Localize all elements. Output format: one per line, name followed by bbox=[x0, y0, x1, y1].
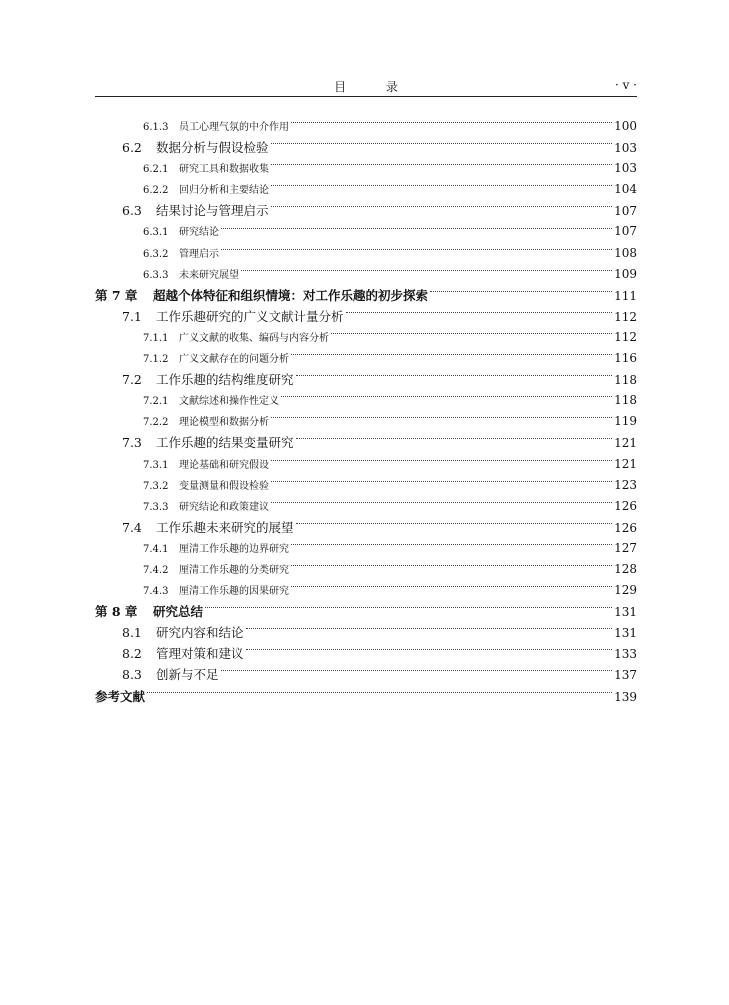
toc-entry[interactable] bbox=[95, 686, 637, 707]
toc-entry-page: 100 bbox=[614, 119, 637, 133]
toc-entry-number: 7.3 bbox=[122, 435, 142, 451]
toc-entry-page: 108 bbox=[614, 245, 637, 260]
toc-entry[interactable] bbox=[95, 538, 637, 559]
dot-leader bbox=[296, 438, 613, 439]
toc-entry[interactable] bbox=[95, 475, 637, 496]
dot-leader bbox=[271, 143, 613, 144]
toc-entry[interactable] bbox=[95, 285, 637, 306]
dot-leader bbox=[147, 692, 612, 693]
toc-entry[interactable] bbox=[95, 137, 637, 158]
toc-entry-number: 7.1 bbox=[122, 308, 142, 324]
toc-entry[interactable] bbox=[95, 243, 637, 264]
dot-leader bbox=[271, 206, 613, 207]
toc-entry-number: 8.2 bbox=[122, 646, 142, 662]
toc-entry-page: 104 bbox=[614, 182, 637, 197]
dot-leader bbox=[291, 354, 612, 355]
toc-entry-page: 118 bbox=[614, 393, 637, 408]
toc-entry-page: 119 bbox=[614, 414, 637, 429]
dot-leader bbox=[271, 417, 612, 418]
dot-leader bbox=[430, 291, 612, 292]
toc-entry-number: 6.1.3 bbox=[143, 122, 169, 133]
dot-leader bbox=[221, 249, 612, 250]
toc-entry-title: 结果讨论与管理启示 bbox=[156, 203, 269, 219]
toc-entry[interactable] bbox=[95, 179, 637, 200]
toc-entry-number: 6.2 bbox=[122, 140, 142, 156]
toc-entry-page: 112 bbox=[614, 329, 637, 344]
toc-entry-title: 未来研究展望 bbox=[179, 269, 239, 281]
toc-entry-number: 第 7 章 bbox=[95, 287, 138, 303]
toc-entry-number: 7.2.2 bbox=[143, 417, 169, 429]
dot-leader bbox=[271, 185, 612, 186]
toc-entry-page: 133 bbox=[614, 647, 637, 662]
toc-entry-title: 创新与不足 bbox=[156, 667, 219, 683]
dot-leader bbox=[246, 628, 613, 629]
dot-leader bbox=[291, 565, 612, 566]
toc-entry[interactable] bbox=[95, 369, 637, 390]
toc-entry-title: 研究内容和结论 bbox=[156, 625, 244, 641]
toc-entry-title: 变量测量和假设检验 bbox=[179, 480, 269, 492]
toc-entry-title: 超越个体特征和组织情境：对工作乐趣的初步探索 bbox=[153, 287, 429, 303]
toc-entry-page: 103 bbox=[614, 161, 637, 176]
toc-entry-page: 127 bbox=[614, 540, 637, 555]
toc-entry[interactable] bbox=[95, 622, 637, 643]
toc-entry-number: 7.1.1 bbox=[143, 332, 169, 344]
toc-entry[interactable] bbox=[95, 348, 637, 369]
toc-entry-title: 员工心理气氛的中介作用 bbox=[179, 122, 289, 133]
toc-entry[interactable] bbox=[95, 601, 637, 622]
toc-entry-title: 管理对策和建议 bbox=[156, 646, 244, 662]
dot-leader bbox=[291, 544, 612, 545]
toc-entry-title: 数据分析与假设检验 bbox=[156, 140, 269, 156]
toc-entry[interactable] bbox=[95, 517, 637, 538]
toc-entry[interactable] bbox=[95, 158, 637, 179]
toc-entry[interactable] bbox=[95, 643, 637, 664]
toc-entry-number: 8.1 bbox=[122, 625, 142, 641]
dot-leader bbox=[281, 396, 612, 397]
toc-entry-title: 回归分析和主要结论 bbox=[179, 185, 269, 197]
toc-entry-page: 131 bbox=[614, 605, 637, 620]
toc-entry-title: 参考文献 bbox=[95, 688, 146, 704]
dot-leader bbox=[296, 523, 613, 524]
toc-entry-title: 理论基础和研究假设 bbox=[179, 459, 269, 471]
toc-entry-page: 118 bbox=[614, 373, 637, 388]
toc-entry-title: 工作乐趣研究的广义文献计量分析 bbox=[156, 308, 344, 324]
toc-entry-page: 103 bbox=[614, 141, 637, 156]
toc-entry-title: 研究总结 bbox=[153, 604, 204, 620]
toc-entry-number: 第 8 章 bbox=[95, 604, 138, 620]
toc-entry[interactable] bbox=[95, 664, 637, 685]
toc-entry[interactable] bbox=[95, 454, 637, 475]
toc-entry-number: 7.4.1 bbox=[143, 543, 169, 555]
toc-entry-page: 112 bbox=[614, 309, 637, 324]
toc-entry-page: 107 bbox=[614, 224, 637, 239]
toc-entry[interactable] bbox=[95, 221, 637, 242]
toc-entry[interactable] bbox=[95, 200, 637, 221]
toc-entry-title: 厘清工作乐趣的分类研究 bbox=[179, 564, 289, 576]
header-title: 目 录 bbox=[334, 80, 416, 94]
toc-entry-title: 工作乐趣的结构维度研究 bbox=[156, 372, 294, 388]
toc-entry[interactable] bbox=[95, 411, 637, 432]
toc-entry[interactable] bbox=[95, 559, 637, 580]
page-header bbox=[95, 78, 637, 97]
toc-entry-number: 7.1.2 bbox=[143, 354, 169, 366]
dot-leader bbox=[271, 481, 612, 482]
toc-entry-page: 137 bbox=[614, 668, 637, 683]
toc-entry-page: 121 bbox=[614, 436, 637, 451]
toc-entry-number: 6.3.1 bbox=[143, 227, 169, 239]
toc-entry-page: 126 bbox=[614, 520, 637, 535]
toc-entry[interactable] bbox=[95, 496, 637, 517]
toc-entry-number: 6.2.1 bbox=[143, 164, 169, 176]
toc-entry-title: 研究工具和数据收集 bbox=[179, 164, 269, 176]
toc-entry-page: 107 bbox=[614, 204, 637, 219]
dot-leader bbox=[331, 333, 612, 334]
toc-entry-number: 7.4.3 bbox=[143, 586, 169, 598]
toc-entry-number: 7.3.2 bbox=[143, 480, 169, 492]
toc-entry-number: 7.3.3 bbox=[143, 501, 169, 513]
toc-entry-number: 7.4 bbox=[122, 519, 142, 535]
toc-entry[interactable] bbox=[95, 116, 637, 137]
toc-entry-page: 131 bbox=[614, 626, 637, 641]
header-page-number: · v · bbox=[614, 78, 637, 92]
toc-entry-page: 121 bbox=[614, 456, 637, 471]
toc-entry-page: 139 bbox=[614, 689, 637, 704]
toc-entry-title: 工作乐趣的结果变量研究 bbox=[156, 435, 294, 451]
dot-leader bbox=[291, 586, 612, 587]
toc-entry[interactable] bbox=[95, 306, 637, 327]
toc-entry-number: 7.2 bbox=[122, 372, 142, 388]
toc-entry-number: 8.3 bbox=[122, 667, 142, 683]
toc-entry[interactable] bbox=[95, 390, 637, 411]
toc-entry-page: 109 bbox=[614, 266, 637, 281]
toc-entry-title: 理论模型和数据分析 bbox=[179, 417, 269, 429]
dot-leader bbox=[271, 502, 612, 503]
toc-entry-title: 文献综述和操作性定义 bbox=[179, 396, 279, 408]
toc-entry-title: 管理启示 bbox=[179, 248, 219, 260]
toc-entry-title: 研究结论和政策建议 bbox=[179, 501, 269, 513]
dot-leader bbox=[296, 375, 613, 376]
table-of-contents bbox=[95, 116, 637, 707]
toc-entry-page: 126 bbox=[614, 498, 637, 513]
toc-entry-title: 广义文献存在的问题分析 bbox=[179, 354, 289, 366]
toc-entry-number: 6.3.2 bbox=[143, 248, 169, 260]
toc-entry[interactable] bbox=[95, 432, 637, 453]
toc-entry-number: 7.2.1 bbox=[143, 396, 169, 408]
dot-leader bbox=[271, 460, 612, 461]
dot-leader bbox=[346, 312, 613, 313]
toc-entry-page: 129 bbox=[614, 583, 637, 598]
toc-entry-number: 7.3.1 bbox=[143, 459, 169, 471]
dot-leader bbox=[291, 122, 612, 123]
dot-leader bbox=[221, 670, 613, 671]
toc-entry[interactable] bbox=[95, 327, 637, 348]
toc-entry-page: 111 bbox=[614, 288, 637, 303]
toc-entry-page: 116 bbox=[614, 351, 637, 366]
toc-entry-number: 6.2.2 bbox=[143, 185, 169, 197]
toc-entry-title: 研究结论 bbox=[179, 227, 219, 239]
dot-leader bbox=[205, 607, 612, 608]
toc-entry-number: 7.4.2 bbox=[143, 564, 169, 576]
toc-entry-title: 工作乐趣未来研究的展望 bbox=[156, 519, 294, 535]
toc-entry-number: 6.3 bbox=[122, 203, 142, 219]
toc-entry-page: 123 bbox=[614, 477, 637, 492]
toc-entry-number: 6.3.3 bbox=[143, 269, 169, 281]
toc-entry[interactable] bbox=[95, 264, 637, 285]
toc-entry-title: 广义文献的收集、编码与内容分析 bbox=[179, 332, 329, 344]
dot-leader bbox=[271, 164, 612, 165]
dot-leader bbox=[241, 270, 612, 271]
toc-entry[interactable] bbox=[95, 580, 637, 601]
toc-entry-title: 厘清工作乐趣的边界研究 bbox=[179, 543, 289, 555]
toc-entry-page: 128 bbox=[614, 561, 637, 576]
dot-leader bbox=[221, 228, 612, 229]
dot-leader bbox=[246, 649, 613, 650]
toc-entry-title: 厘清工作乐趣的因果研究 bbox=[179, 586, 289, 598]
